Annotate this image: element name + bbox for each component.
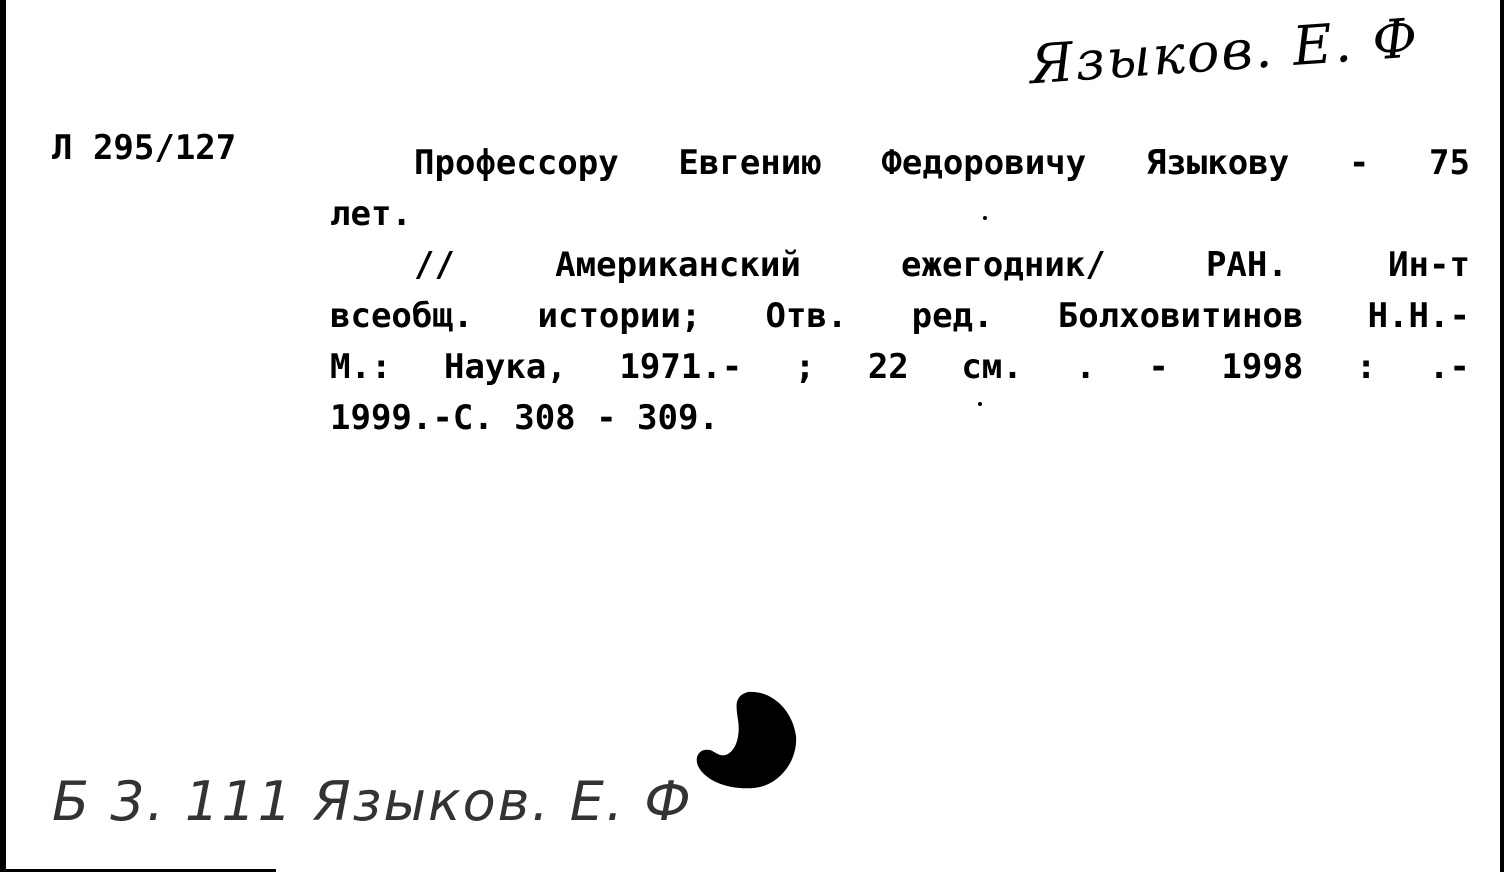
- card-left-edge: [0, 0, 6, 872]
- entry-line-6: 1999.-С. 308 - 309.: [330, 398, 719, 438]
- shelf-mark: Л 295/127: [52, 128, 237, 168]
- handwritten-footer: Б 3. 111 Языков. Е. Ф: [52, 770, 693, 833]
- stray-dot: [978, 402, 982, 406]
- ink-blot: [690, 688, 800, 792]
- entry-line-5: М.: Наука, 1971.- ; 22 см. . - 1998 : .-: [330, 347, 1470, 387]
- handwritten-heading: Языков. Е. Ф: [1027, 6, 1422, 97]
- bibliographic-entry: [330, 138, 1470, 444]
- entry-line-3: // Американский ежегодник/ РАН. Ин-т: [414, 245, 1470, 285]
- card-right-edge: [1500, 0, 1504, 872]
- entry-line-1: Профессору Евгению Федоровичу Языкову - 75: [414, 143, 1470, 183]
- entry-line-4: всеобщ. истории; Отв. ред. Болховитинов Н.Н.-: [330, 296, 1470, 336]
- stray-dot: [983, 216, 987, 220]
- entry-line-2: лет.: [330, 194, 412, 234]
